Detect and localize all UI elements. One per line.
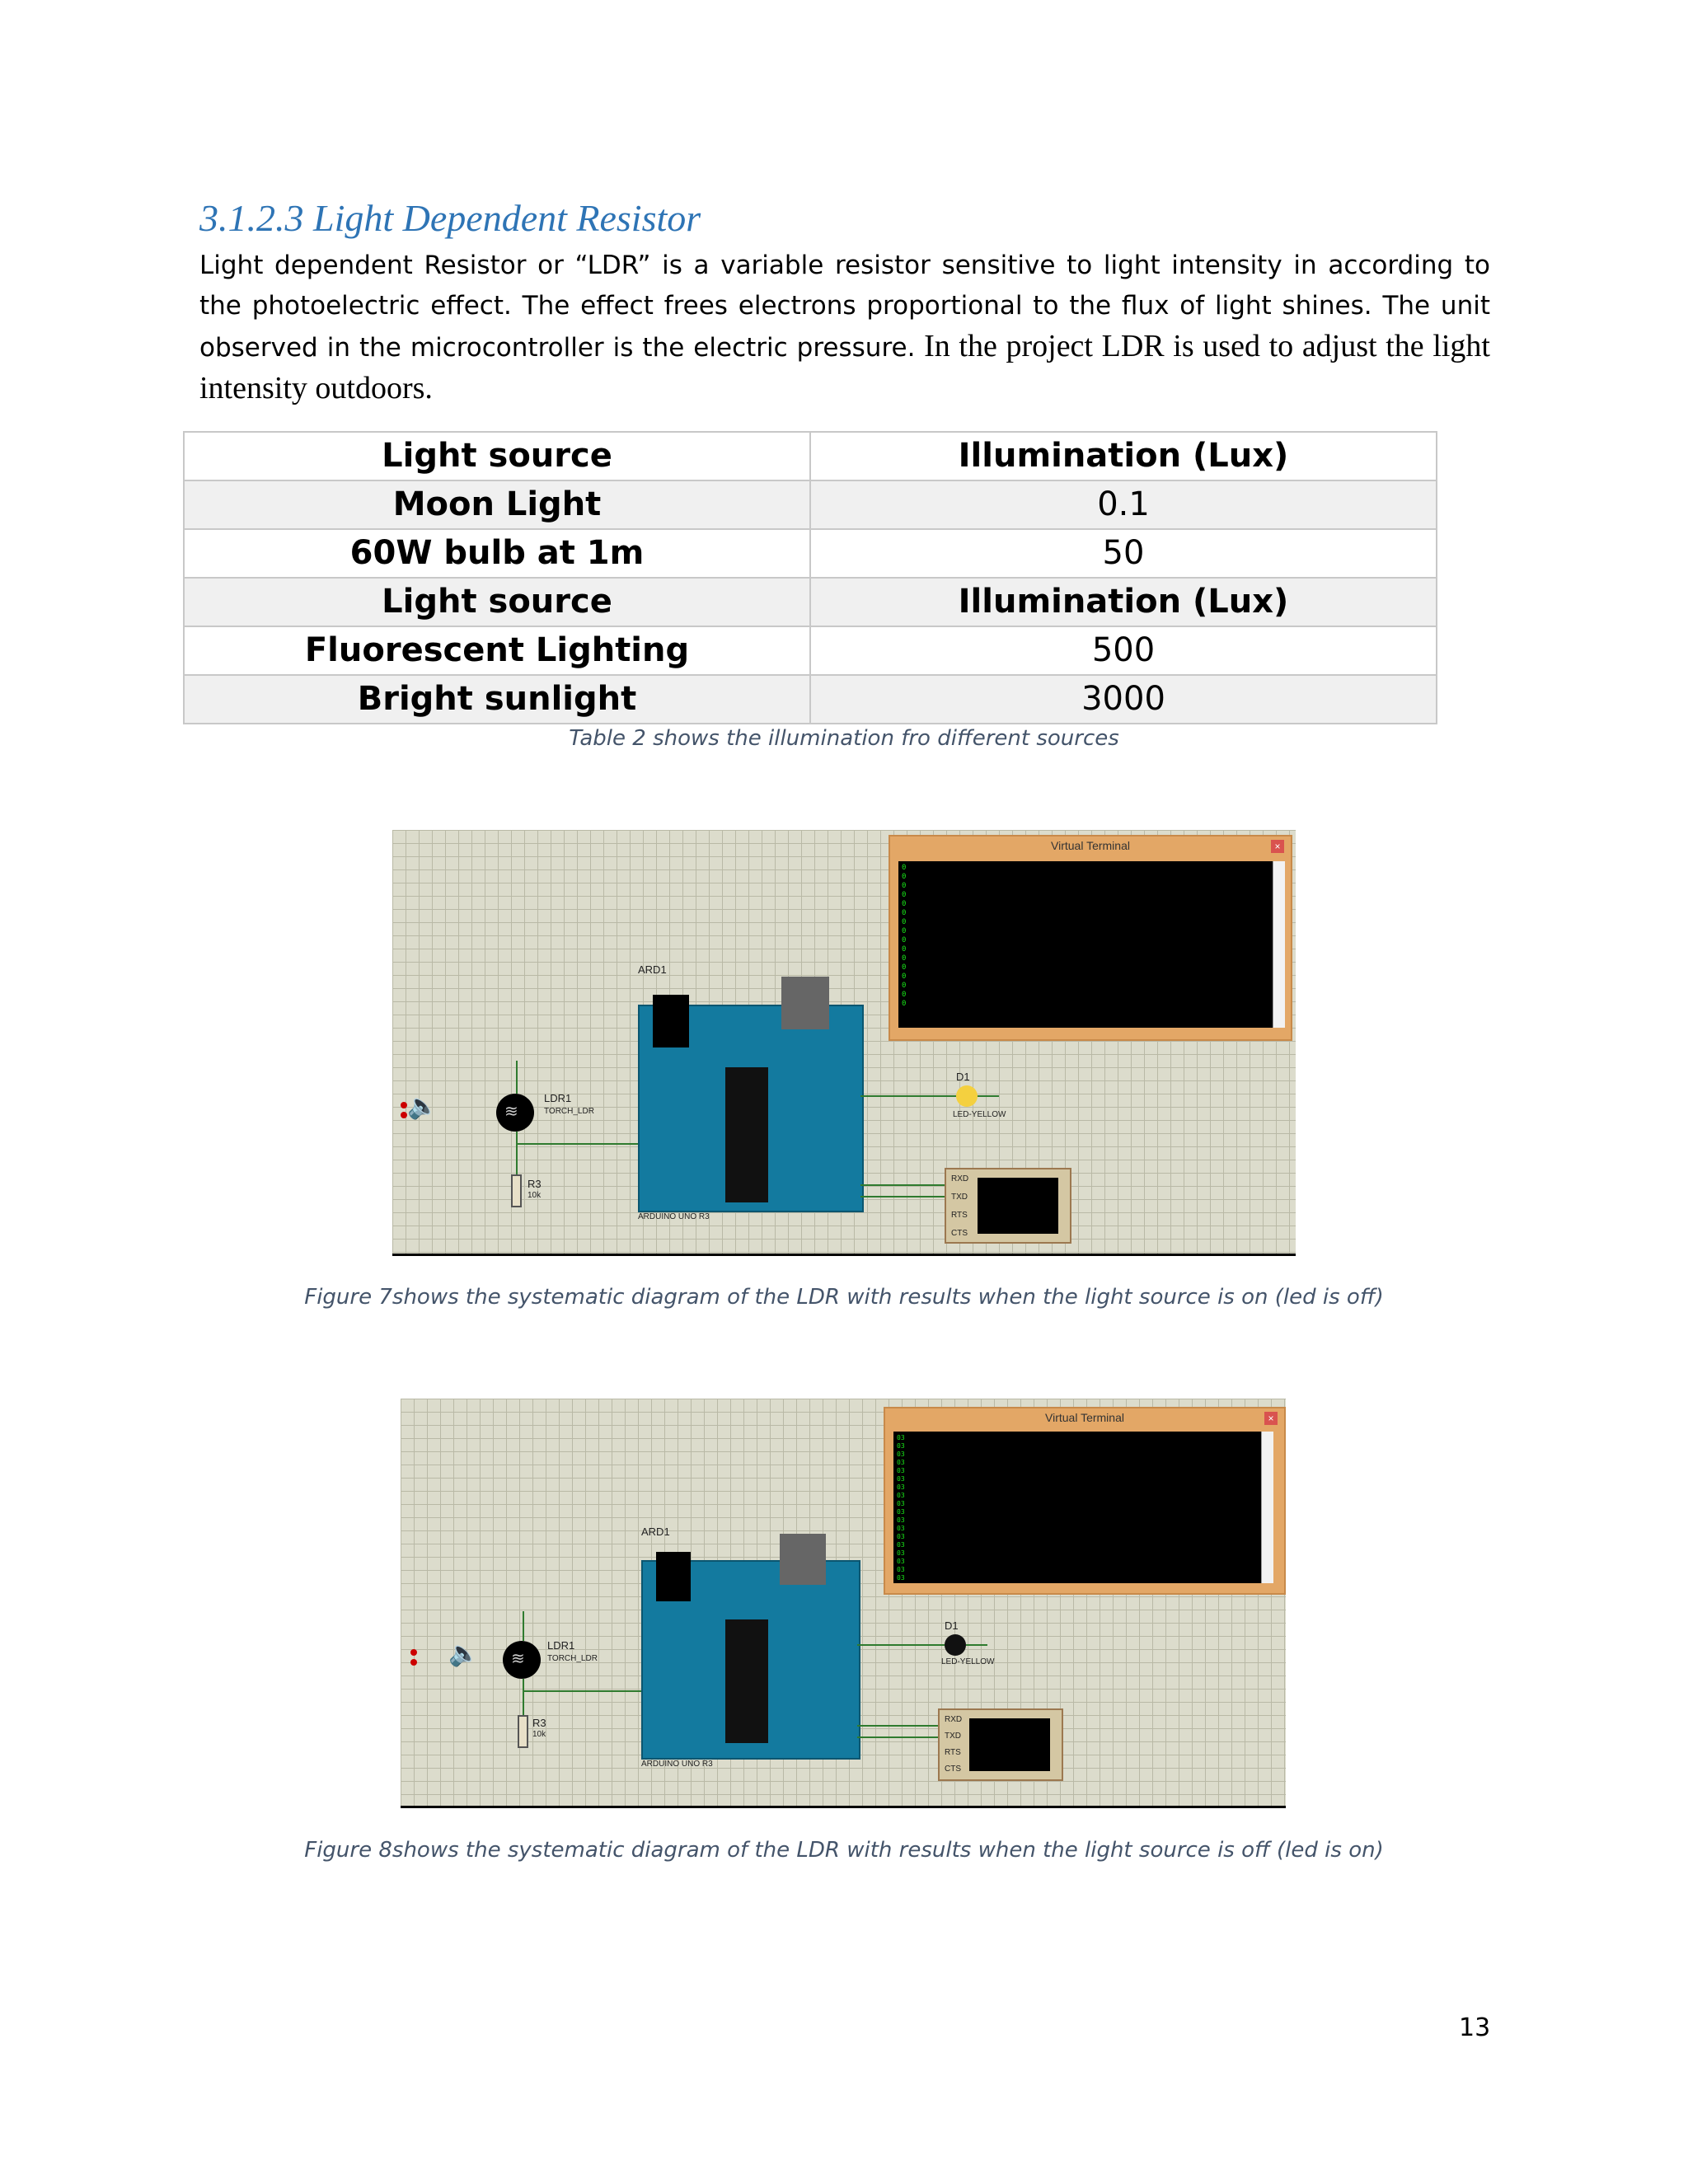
section-heading: 3.1.2.3 Light Dependent Resistor [199,197,701,239]
wire [523,1611,524,1641]
mini-terminal-screen [978,1178,1058,1234]
figure-underline [401,1806,1286,1808]
pin-label: RTS [951,1211,968,1220]
table-row [184,578,1437,626]
table-cell-source: Bright sunlight [184,675,810,724]
wire [860,1196,945,1197]
ldr-sublabel: TORCH_LDR [544,1107,594,1116]
wire [516,1132,518,1174]
led-label: D1 [945,1619,959,1632]
page-number: 13 [1459,2013,1491,2042]
ldr-component [496,1094,534,1132]
table-cell-source: Light source [184,432,810,480]
table-row [184,432,1437,480]
terminal-output: 03 03 03 03 03 03 03 03 03 03 03 03 03 03 03 03 03 03 [897,1434,905,1582]
wire [860,1095,956,1097]
table-caption: Table 2 shows the illumination fro different sources [569,726,1119,751]
table-row [184,626,1437,675]
figure-7-schematic [392,830,1296,1254]
table-row [184,675,1437,724]
terminal-dot [401,1112,407,1118]
pin-label: RTS [945,1748,961,1757]
table-cell-source: Light source [184,578,810,626]
pin-label: CTS [951,1229,968,1238]
ldr-symbol-icon: ≋ [511,1650,525,1668]
pin-label: TXD [951,1193,968,1202]
ldr-component [503,1641,541,1679]
wire [523,1690,641,1692]
arduino-board [641,1560,860,1760]
table-cell-illumination: 3000 [810,675,1437,724]
board-label: ARD1 [638,963,667,976]
pin-label: RXD [951,1174,969,1183]
ldr-symbol-icon: ≋ [504,1103,518,1121]
table-cell-illumination: 50 [810,529,1437,578]
terminal-dot [401,1102,407,1108]
table-row [184,529,1437,578]
microcontroller-chip [725,1619,768,1743]
mini-terminal [945,1168,1071,1244]
resistor-component [518,1715,528,1748]
table-cell-illumination: 500 [810,626,1437,675]
power-jack [656,1552,691,1601]
terminal-screen [898,861,1273,1028]
table-cell-source: Moon Light [184,480,810,529]
resistor-value: 10k [532,1730,546,1739]
illumination-table [183,431,1437,724]
body-paragraph [199,246,1490,410]
wire [966,1644,987,1646]
speaker-icon: 🔈 [448,1640,480,1667]
virtual-terminal-window [884,1407,1286,1595]
speaker-icon: 🔈 [407,1093,438,1120]
figure-8-schematic [401,1399,1286,1806]
usb-port [781,977,829,1029]
mini-terminal [938,1708,1063,1781]
ldr-sublabel: TORCH_LDR [547,1654,598,1663]
pin-label: CTS [945,1765,961,1774]
terminal-screen [893,1432,1261,1583]
table-cell-illumination: Illumination (Lux) [810,578,1437,626]
virtual-terminal-title: Virtual Terminal [1045,1411,1124,1424]
paragraph-text-serif: In the project LDR is used to adjust the light intensity outdoors. [199,329,1490,405]
arduino-board [638,1005,864,1212]
resistor-component [511,1174,522,1207]
terminal-dot [410,1649,417,1656]
wire [516,1143,638,1145]
table-cell-source: Fluorescent Lighting [184,626,810,675]
terminal-scrollbar[interactable] [1261,1432,1273,1583]
table-cell-illumination: Illumination (Lux) [810,432,1437,480]
pin-label: TXD [945,1732,961,1741]
figure-8-caption: Figure 8shows the systematic diagram of the LDR with results when the light source is off (led is on) [304,1838,1384,1863]
table-row [184,480,1437,529]
led-label: D1 [956,1071,970,1083]
virtual-terminal-window [889,835,1292,1041]
wire [857,1644,945,1646]
paragraph-text: Light dependent Resistor or “LDR” is a variable resistor sensitive to light intensity in according to the photoelectric effect. The effect frees electrons proportional to the flux of light shines. The unit observed in the microcontroller is the electric pressure. [199,251,1490,363]
figure-7-caption: Figure 7shows the systematic diagram of the LDR with results when the light source is on (led is off) [304,1285,1384,1310]
virtual-terminal-title: Virtual Terminal [1051,839,1130,852]
resistor-value: 10k [528,1191,542,1200]
wire [857,1736,938,1738]
wire [857,1725,938,1727]
board-footer: ARDUINO UNO R3 [641,1760,713,1769]
wire [516,1061,518,1094]
close-icon[interactable]: × [1264,1412,1278,1425]
resistor-label: R3 [528,1178,542,1190]
board-label: ARD1 [641,1526,670,1538]
power-jack [653,995,689,1047]
mini-terminal-screen [969,1718,1050,1771]
table-cell-illumination: 0.1 [810,480,1437,529]
ldr-label: LDR1 [544,1092,572,1104]
ldr-label: LDR1 [547,1639,575,1652]
wire [523,1679,524,1715]
board-footer: ARDUINO UNO R3 [638,1212,710,1221]
figure-underline [392,1254,1296,1256]
terminal-dot [410,1659,417,1666]
wire [860,1184,945,1186]
led-component [945,1634,966,1656]
table-cell-source: 60W bulb at 1m [184,529,810,578]
usb-port [780,1534,826,1585]
led-sublabel: LED-YELLOW [953,1110,1006,1119]
terminal-scrollbar[interactable] [1273,861,1285,1028]
resistor-label: R3 [532,1717,546,1729]
pin-label: RXD [945,1715,963,1724]
close-icon[interactable]: × [1271,840,1284,853]
microcontroller-chip [725,1067,768,1202]
terminal-output: 0 0 0 0 0 0 0 0 0 0 0 0 0 0 0 0 [902,864,907,1008]
wire [978,1095,999,1097]
led-component [956,1085,978,1107]
led-sublabel: LED-YELLOW [941,1657,995,1666]
